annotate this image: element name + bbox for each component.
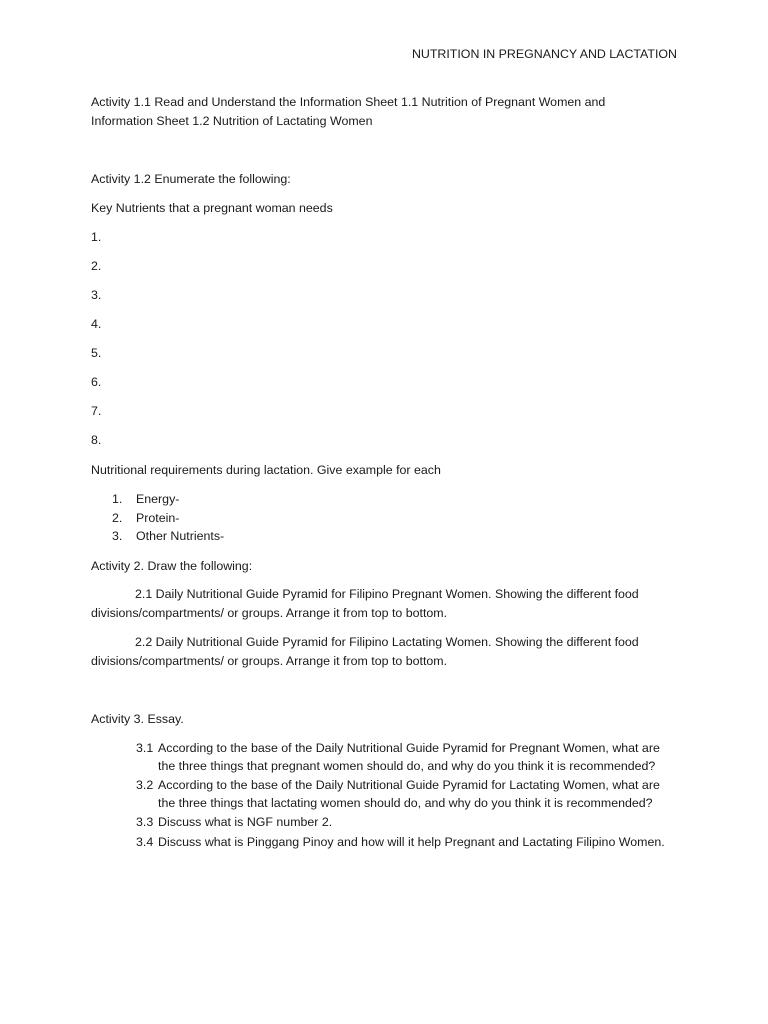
blank-item-7: 7. [91,404,102,418]
lactation-heading: Nutritional requirements during lactation. Give example for each [91,463,441,477]
essay-item-3-3: Discuss what is NGF number 2. [158,815,333,829]
essay-item-3-2-line1: According to the base of the Daily Nutritional Guide Pyramid for Lactating Women, what are [158,778,660,792]
activity-1-1-line2: Information Sheet 1.2 Nutrition of Lactating Women [91,114,373,128]
blank-item-5: 5. [91,346,102,360]
essay-item-number: 3.3 [136,815,154,829]
essay-item-3-2-line2: the three things that lactating women should do, and why do you think it is recommended? [158,796,653,810]
blank-item-3: 3. [91,288,102,302]
activity-2-2-line1: 2.2 Daily Nutritional Guide Pyramid for Filipino Lactating Women. Showing the different food [135,635,639,649]
blank-item-2: 2. [91,259,102,273]
lactation-item-number: 1. [112,492,123,506]
blank-item-1: 1. [91,230,102,244]
activity-1-1-line1: Activity 1.1 Read and Understand the Information Sheet 1.1 Nutrition of Pregnant Women and [91,95,606,109]
blank-item-8: 8. [91,433,102,447]
essay-item-number: 3.2 [136,778,154,792]
activity-3-title: Activity 3. Essay. [91,712,184,726]
activity-1-2-title: Activity 1.2 Enumerate the following: [91,172,291,186]
activity-2-title: Activity 2. Draw the following: [91,559,253,573]
essay-item-3-1-line1: According to the base of the Daily Nutritional Guide Pyramid for Pregnant Women, what are [158,741,660,755]
lactation-item-number: 3. [112,529,123,543]
lactation-item-protein: Protein- [136,511,180,525]
activity-2-2-line2: divisions/compartments/ or groups. Arrange it from top to bottom. [91,654,448,668]
activity-2-1-line2: divisions/compartments/ or groups. Arrange it from top to bottom. [91,606,448,620]
activity-2-1-line1: 2.1 Daily Nutritional Guide Pyramid for Filipino Pregnant Women. Showing the different food [135,587,639,601]
lactation-item-other-nutrients: Other Nutrients- [136,529,225,543]
page-header: NUTRITION IN PREGNANCY AND LACTATION [411,47,677,61]
essay-item-3-4: Discuss what is Pinggang Pinoy and how will it help Pregnant and Lactating Filipino Women. [158,835,665,849]
essay-item-3-1-line2: the three things that pregnant women should do, and why do you think it is recommended? [158,759,656,773]
key-nutrients-heading: Key Nutrients that a pregnant woman needs [91,201,333,215]
essay-item-number: 3.4 [136,835,154,849]
lactation-item-number: 2. [112,511,123,525]
lactation-item-energy: Energy- [136,492,180,506]
blank-item-4: 4. [91,317,102,331]
essay-item-number: 3.1 [136,741,154,755]
blank-item-6: 6. [91,375,102,389]
